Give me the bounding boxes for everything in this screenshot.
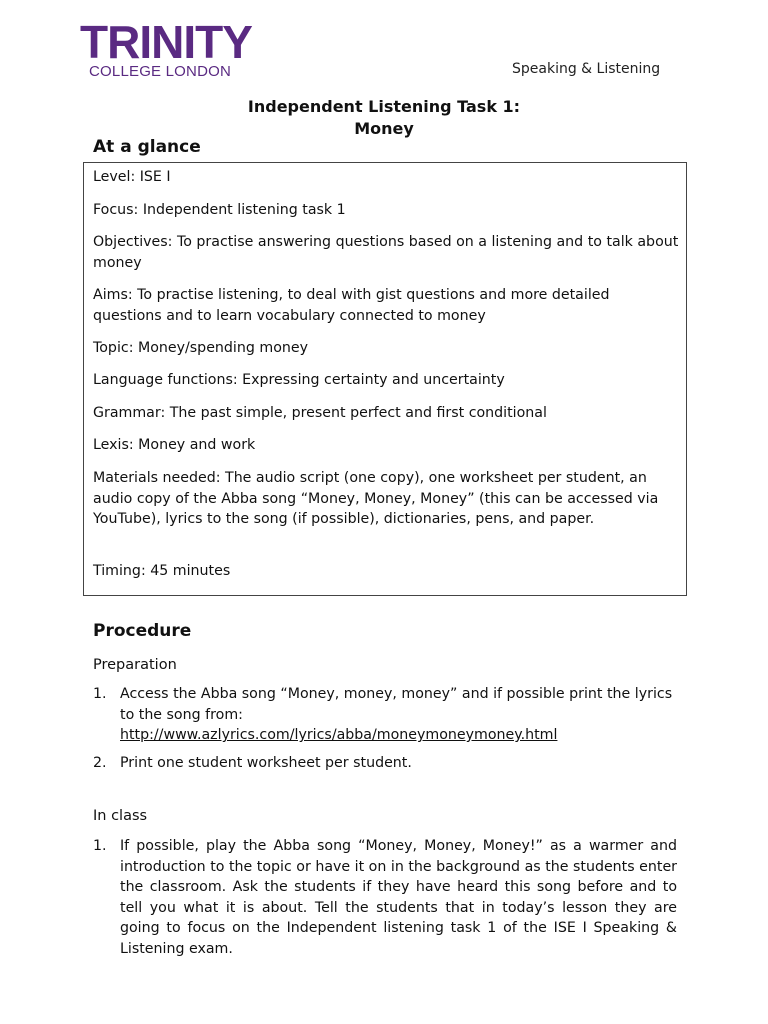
list-text [120,684,677,746]
field-level [93,167,679,188]
level-value: : ISE I [130,169,171,185]
procedure-heading: Procedure [93,621,192,641]
field-aims [93,285,679,326]
list-item [93,684,677,746]
language-label: Language functions [93,372,233,388]
focus-value: : Independent listening task 1 [133,202,346,218]
field-timing [93,561,679,582]
lexis-value: : Money and work [128,437,256,453]
glance-box [83,162,687,596]
field-grammar [93,403,679,424]
field-focus [93,200,679,221]
field-objectives [93,232,679,273]
timing-value: : 45 minutes [140,563,231,579]
title-line-2: Money [354,119,414,138]
logo-wordmark: TRINITY [80,16,252,68]
list-number: 2. [93,755,107,771]
timing-label: Timing [93,563,141,579]
topic-label: Topic [93,340,129,356]
field-materials [93,468,679,530]
preparation-heading: Preparation [93,657,177,673]
prep2-text: Print one student worksheet per student. [120,755,412,771]
field-language-functions [93,370,679,391]
inclass-heading: In class [93,808,148,824]
topic-value: : Money/spending money [128,340,308,356]
list-number: 1. [93,686,107,702]
section-label: Speaking & Listening [512,61,661,77]
aims-label: Aims [93,287,128,303]
grammar-label: Grammar [93,405,161,421]
lexis-label: Lexis [93,437,129,453]
materials-label: Materials needed [93,470,216,486]
glance-heading: At a glance [93,137,201,157]
focus-label: Focus [93,202,134,218]
objectives-label: Objectives [93,234,168,250]
logo-subtitle: COLLEGE LONDON [89,63,232,80]
objectives-value: : To practise answering questions based on a listening and to talk about money [93,234,679,271]
level-label: Level [93,169,131,185]
prep1-text: Access the Abba song “Money, money, money” and if possible print the lyrics to the song from: [120,686,673,723]
list-number: 1. [93,838,107,854]
field-lexis [93,435,679,456]
title-line-1: Independent Listening Task 1: [247,97,521,116]
grammar-value: : The past simple, present perfect and first conditional [160,405,547,421]
aims-value: : To practise listening, to deal with gist questions and more detailed questions and to learn vocabulary connected to money [93,287,610,324]
document-title [0,96,768,140]
materials-value: : The audio script (one copy), one worksheet per student, an audio copy of the Abba song “Money, Money, Money” (this can be accessed via YouTube), lyrics to the song (if possible), dictionaries, pens, and paper. [93,470,659,527]
class1-text: If possible, play the Abba song “Money, Money, Money!” as a warmer and introduction to the topic or have it on in the background as the students enter the classroom. Ask the students if they have heard this song before and to tell you what it is about. Tell the students that in today’s lesson they are going to focus on the Independent listening task 1 of the ISE I Speaking & Listening exam. [120,838,677,957]
language-value: : Expressing certainty and uncertainty [232,372,505,388]
list-item [93,836,677,959]
field-topic [93,338,679,359]
list-item [93,753,677,774]
trinity-logo [80,16,280,80]
lyrics-link[interactable]: http://www.azlyrics.com/lyrics/abba/moneymoneymoney.html [120,727,558,743]
